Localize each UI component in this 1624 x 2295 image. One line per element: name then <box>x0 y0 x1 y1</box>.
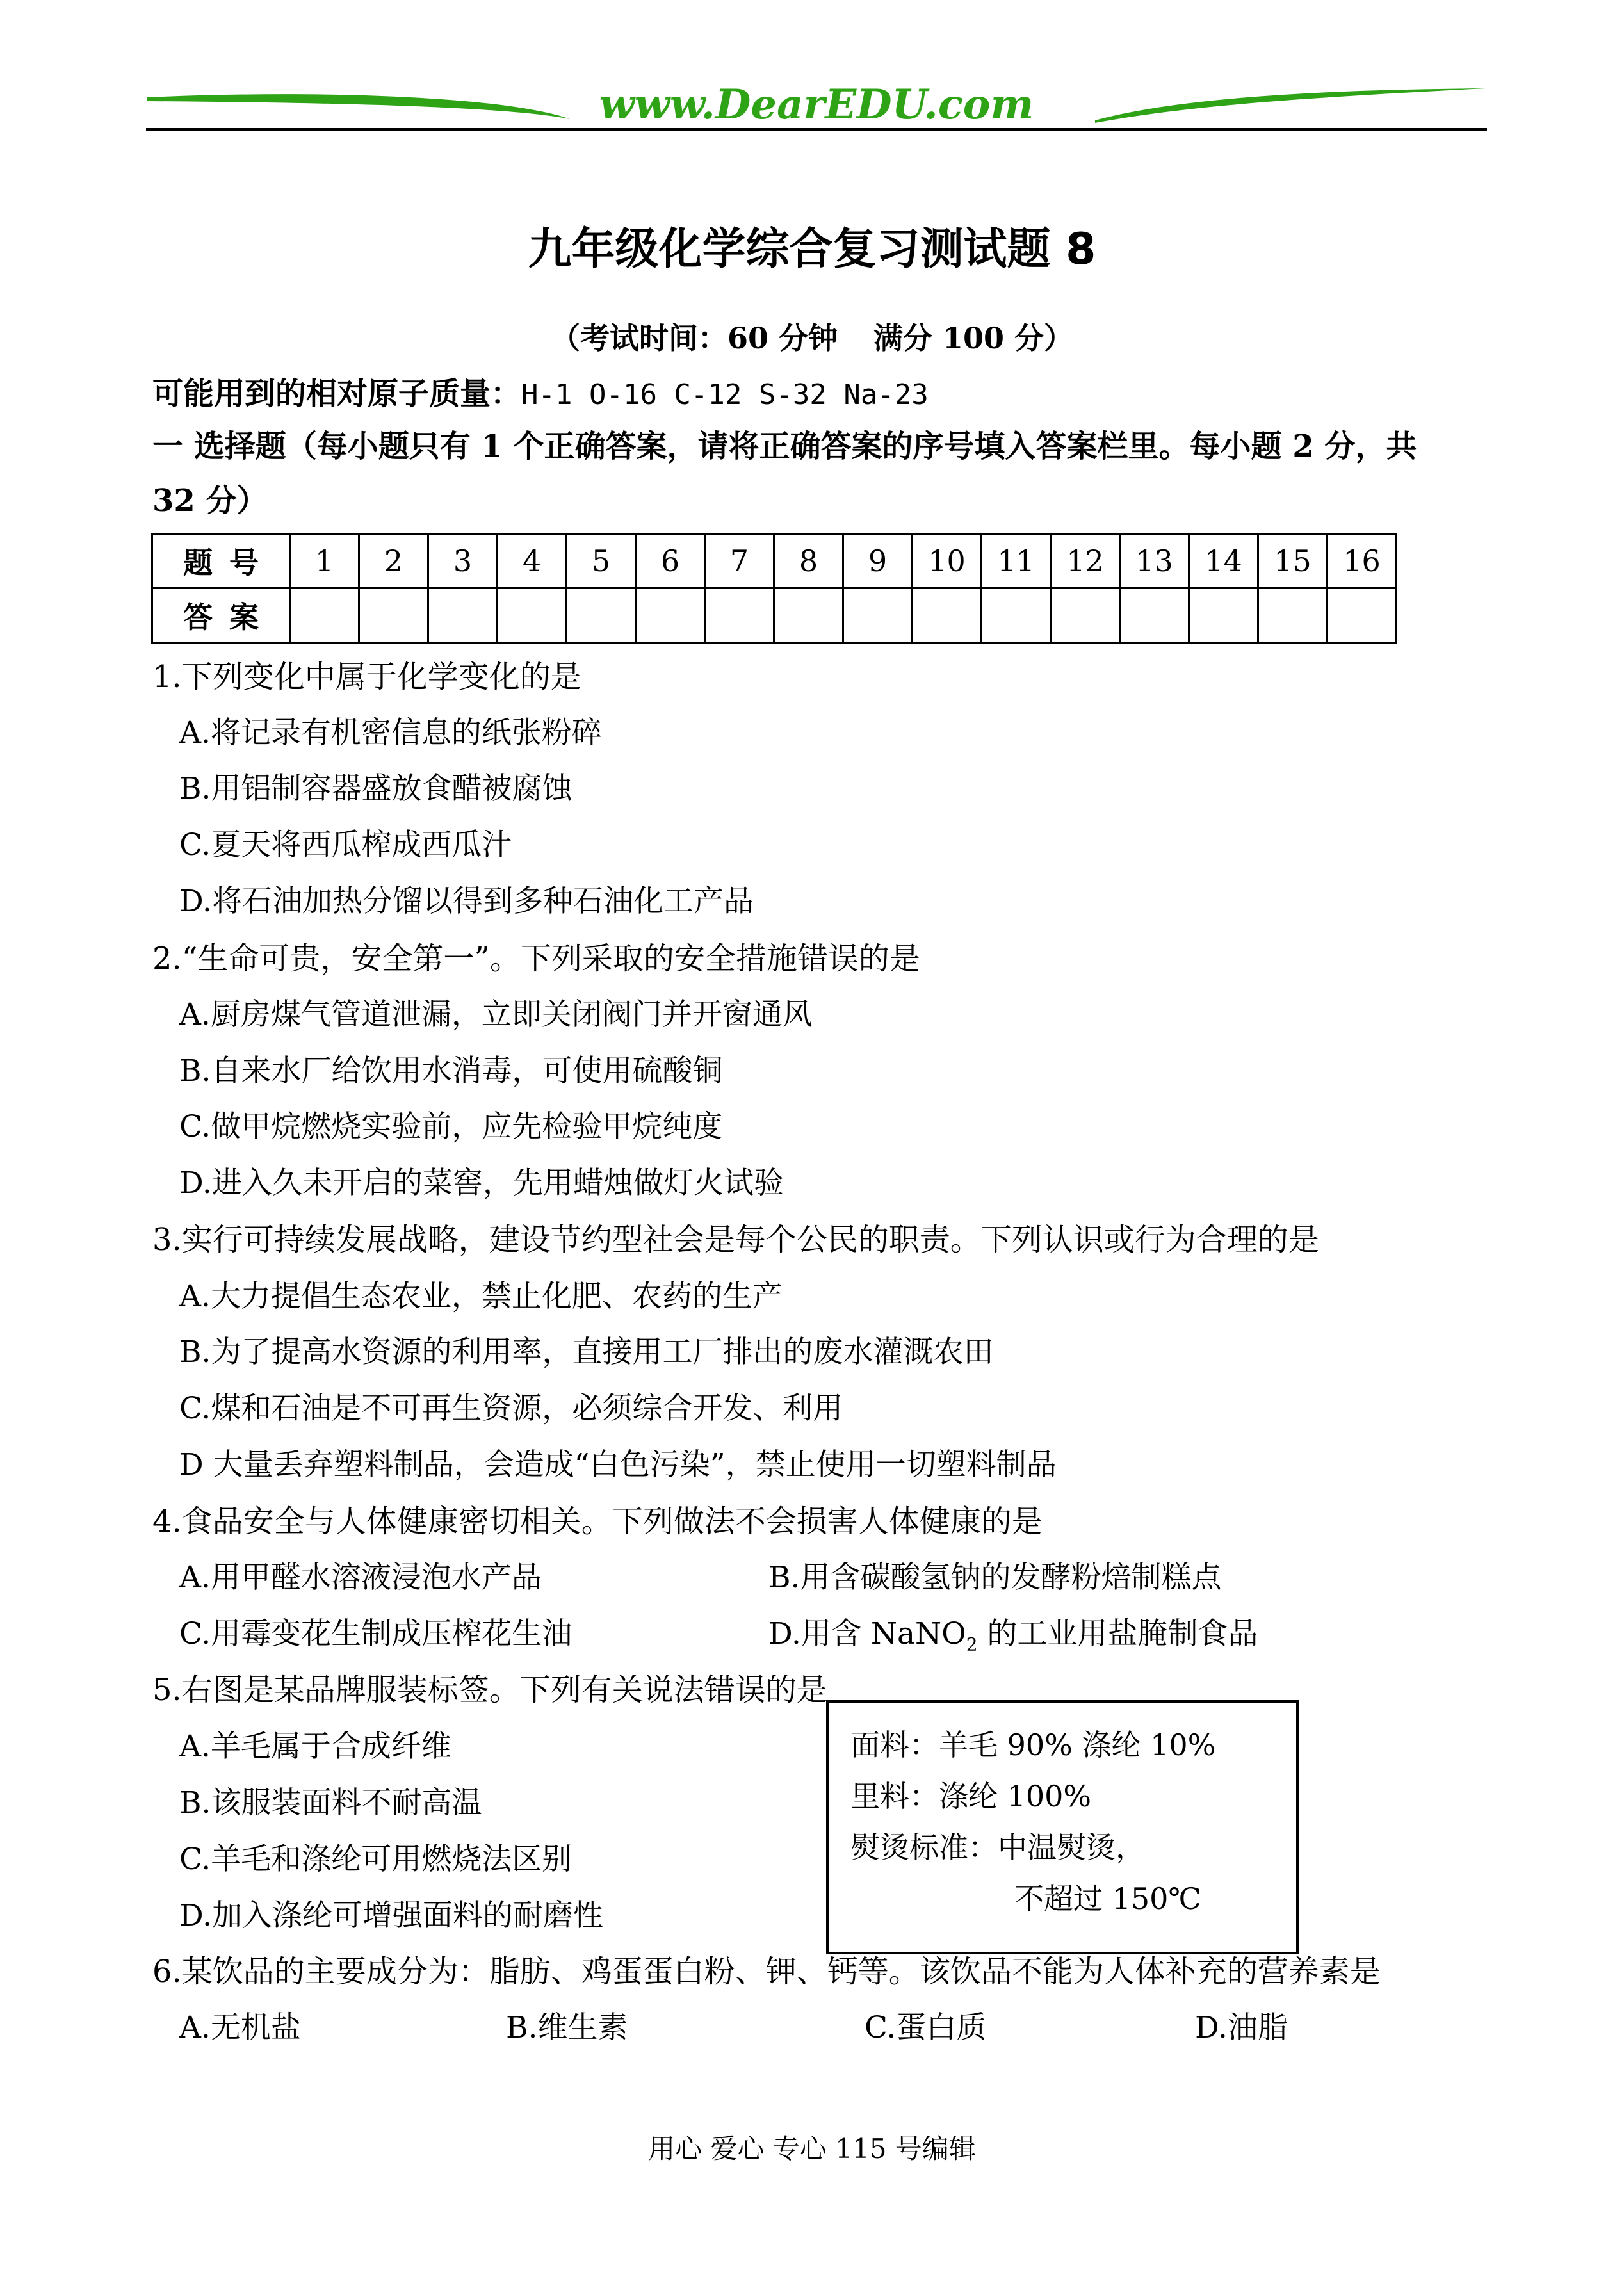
atomic-mass-line <box>152 375 929 414</box>
question-6-option-b: B.维生素 <box>506 2010 628 2045</box>
question-number-cell: 9 <box>843 534 913 588</box>
question-number-cell: 3 <box>428 534 498 588</box>
answer-cell[interactable] <box>1120 588 1189 643</box>
question-3-option-c: C.煤和石油是不可再生资源，必须综合开发、利用 <box>179 1391 843 1426</box>
answer-cell[interactable] <box>1189 588 1258 643</box>
row-label-answer: 答案 <box>152 588 290 643</box>
question-5-stem: 5.右图是某品牌服装标签。下列有关说法错误的是 <box>152 1672 827 1708</box>
right-swoosh-shape <box>1095 88 1486 123</box>
question-number-cell: 11 <box>982 534 1051 588</box>
question-3-option-d: D 大量丢弃塑料制品，会造成“白色污染”，禁止使用一切塑料制品 <box>179 1447 1057 1482</box>
section-heading: 一 选择题（每小题只有 1 个正确答案，请将正确答案的序号填入答案栏里。每小题 2 分，共 <box>152 428 1417 464</box>
q4-d-subscript: 2 <box>966 1634 978 1655</box>
question-number-cell: 14 <box>1189 534 1258 588</box>
table-row-numbers <box>152 534 1397 588</box>
header-rule <box>146 128 1487 131</box>
question-2-stem: 2.“生命可贵，安全第一”。下列采取的安全措施错误的是 <box>152 941 920 977</box>
question-6-stem: 6.某饮品的主要成分为：脂肪、鸡蛋蛋白粉、钾、钙等。该饮品不能为人体补充的营养素是 <box>152 1954 1381 1990</box>
answer-cell[interactable] <box>1051 588 1120 643</box>
question-1-option-d: D.将石油加热分馏以得到多种石油化工产品 <box>179 884 754 919</box>
answer-cell[interactable] <box>843 588 913 643</box>
question-number-cell: 8 <box>774 534 843 588</box>
site-banner <box>147 77 1486 134</box>
exam-score: 满分 100 分） <box>873 321 1074 355</box>
question-3-option-a: A.大力提倡生态农业，禁止化肥、农药的生产 <box>179 1279 783 1314</box>
label-ironing: 熨烫标准：中温熨烫， <box>850 1830 1145 1865</box>
question-number-cell: 6 <box>636 534 705 588</box>
label-temperature: 不超过 150℃ <box>1014 1881 1201 1916</box>
label-fabric: 面料：羊毛 90% 涤纶 10% <box>850 1728 1216 1762</box>
left-swoosh-shape <box>147 94 570 119</box>
question-2-option-a: A.厨房煤气管道泄漏，立即关闭阀门并开窗通风 <box>179 997 813 1032</box>
answer-cell[interactable] <box>498 588 567 643</box>
answer-cell[interactable] <box>705 588 774 643</box>
question-3-option-b: B.为了提高水资源的利用率，直接用工厂排出的废水灌溉农田 <box>179 1334 994 1370</box>
question-3-stem: 3.实行可持续发展战略，建设节约型社会是每个公民的职责。下列认识或行为合理的是 <box>152 1222 1319 1258</box>
answer-cell[interactable] <box>290 588 359 643</box>
question-1-stem: 1.下列变化中属于化学变化的是 <box>152 659 581 695</box>
question-6-option-a: A.无机盐 <box>179 2010 301 2045</box>
label-lining: 里料：涤纶 100% <box>850 1779 1092 1813</box>
q4-d-text-post: 的工业用盐腌制食品 <box>977 1616 1258 1651</box>
question-number-cell: 16 <box>1328 534 1397 588</box>
question-number-cell: 1 <box>290 534 359 588</box>
clothing-label-box <box>826 1700 1299 1954</box>
section-heading-cont: 32 分） <box>152 483 268 519</box>
answer-cell[interactable] <box>359 588 428 643</box>
question-number-cell: 4 <box>498 534 567 588</box>
table-row-answers <box>152 588 1397 643</box>
question-6-option-d: D.油脂 <box>1195 2010 1288 2045</box>
question-4-option-c: C.用霉变花生制成压榨花生油 <box>179 1616 572 1651</box>
question-number-cell: 5 <box>567 534 636 588</box>
question-number-cell: 13 <box>1120 534 1189 588</box>
answer-cell[interactable] <box>1328 588 1397 643</box>
page-title: 九年级化学综合复习测试题 8 <box>528 224 1096 275</box>
question-6-option-c: C.蛋白质 <box>865 2010 987 2045</box>
question-5-option-b: B.该服装面料不耐高温 <box>179 1785 482 1821</box>
atomic-mass-values: H-1 O-16 C-12 S-32 Na-23 <box>521 378 929 411</box>
question-1-option-a: A.将记录有机密信息的纸张粉碎 <box>179 715 602 750</box>
answer-cell[interactable] <box>1258 588 1328 643</box>
question-5-option-a: A.羊毛属于合成纤维 <box>179 1729 451 1764</box>
question-4-option-b: B.用含碳酸氢钠的发酵粉焙制糕点 <box>768 1560 1222 1595</box>
question-2-option-c: C.做甲烷燃烧实验前，应先检验甲烷纯度 <box>179 1109 723 1144</box>
question-4-option-a: A.用甲醛水溶液浸泡水产品 <box>179 1560 542 1595</box>
exam-info <box>0 315 1624 357</box>
answer-cell[interactable] <box>636 588 705 643</box>
question-number-cell: 10 <box>913 534 982 588</box>
answer-table <box>151 533 1397 644</box>
question-number-cell: 15 <box>1258 534 1328 588</box>
page-footer: 用心 爱心 专心 115 号编辑 <box>648 2133 976 2164</box>
answer-cell[interactable] <box>913 588 982 643</box>
answer-cell[interactable] <box>567 588 636 643</box>
question-1-option-c: C.夏天将西瓜榨成西瓜汁 <box>179 827 512 863</box>
atomic-mass-label: 可能用到的相对原子质量： <box>152 376 522 412</box>
row-label-number: 题号 <box>152 534 290 588</box>
question-1-option-b: B.用铝制容器盛放食醋被腐蚀 <box>179 771 572 806</box>
question-4-stem: 4.食品安全与人体健康密切相关。下列做法不会损害人体健康的是 <box>152 1504 1043 1539</box>
question-number-cell: 2 <box>359 534 428 588</box>
q4-d-text-pre: D.用含 NaNO <box>768 1616 966 1651</box>
question-5-option-c: C.羊毛和涤纶可用燃烧法区别 <box>179 1842 572 1877</box>
question-2-option-b: B.自来水厂给饮用水消毒，可使用硫酸铜 <box>179 1053 723 1089</box>
exam-time: （考试时间：60 分钟 <box>550 321 838 355</box>
answer-cell[interactable] <box>428 588 498 643</box>
question-4-option-d <box>768 1615 1258 1664</box>
question-number-cell: 7 <box>705 534 774 588</box>
answer-cell[interactable] <box>774 588 843 643</box>
question-5-option-d: D.加入涤纶可增强面料的耐磨性 <box>179 1898 603 1933</box>
site-logo-text: www.DearEDU.com <box>599 81 1034 129</box>
question-2-option-d: D.进入久未开启的菜窖，先用蜡烛做灯火试验 <box>179 1165 784 1201</box>
question-number-cell: 12 <box>1051 534 1120 588</box>
answer-cell[interactable] <box>982 588 1051 643</box>
